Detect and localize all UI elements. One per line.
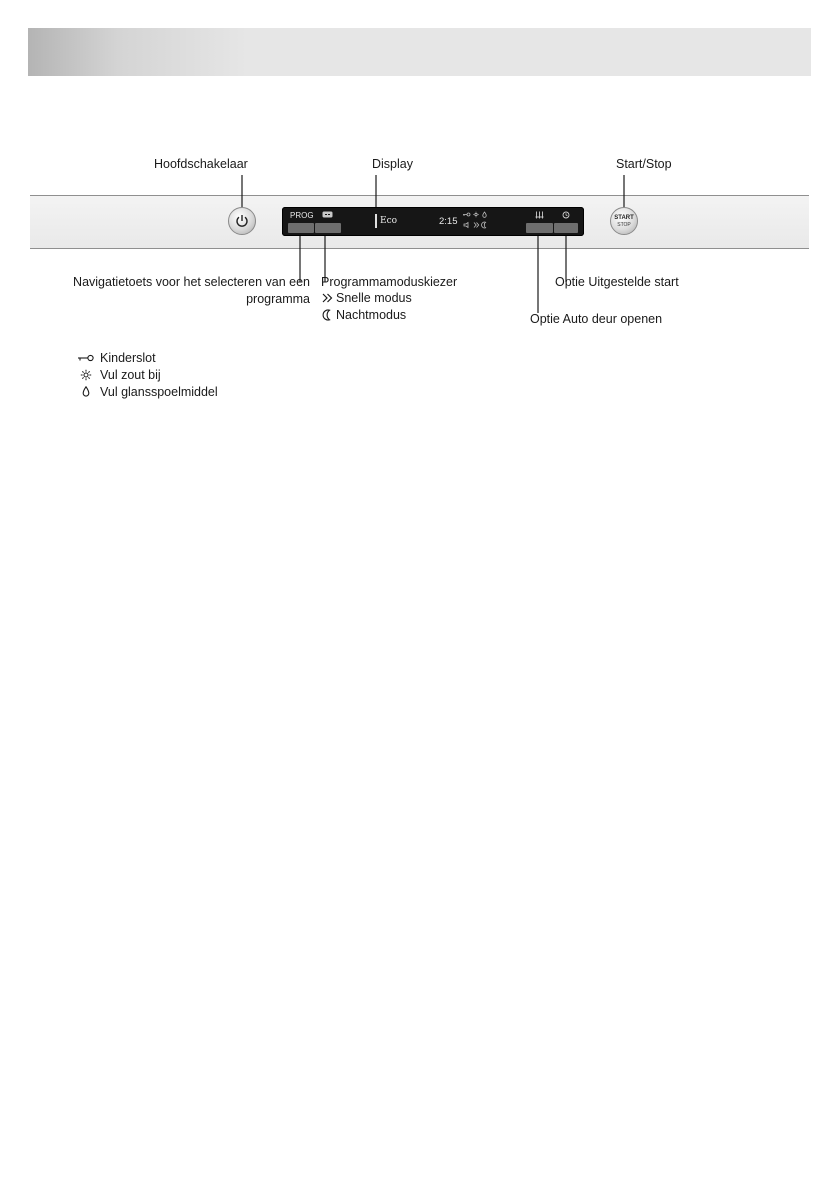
fast-mode-row (322, 290, 412, 307)
main-switch-button[interactable] (228, 207, 256, 235)
program-name: Eco (380, 216, 398, 226)
nav-key[interactable] (288, 223, 314, 233)
callout-auto-door: Optie Auto deur openen (530, 312, 663, 326)
night-mode-label: Nachtmodus (336, 308, 407, 322)
prog-label: PROG (290, 211, 314, 220)
display-panel (282, 207, 584, 236)
start-stop-button[interactable] (610, 207, 638, 235)
drop-icon (77, 386, 95, 398)
night-mode-icon (482, 222, 486, 228)
callout-mode-selector: Programmamoduskiezer (321, 275, 458, 289)
salt-icon (77, 369, 95, 381)
callout-main-switch: Hoofdschakelaar (154, 157, 248, 171)
clock-icon (562, 211, 570, 219)
mode-selector-key[interactable] (315, 223, 341, 233)
salt-icon (473, 212, 478, 217)
fast-mode-label: Snelle modus (336, 291, 412, 305)
legend-label: Vul zout bij (100, 368, 161, 382)
callout-display: Display (372, 157, 413, 171)
drop-icon (483, 212, 486, 217)
stop-label: STOP (617, 222, 631, 228)
key-icon (463, 213, 470, 216)
status-icons (462, 211, 492, 233)
callout-nav-key-line1: Navigatietoets voor het selecteren van een (73, 275, 310, 289)
callout-nav-key-line2: programma (246, 292, 310, 306)
callout-start-stop: Start/Stop (616, 157, 672, 171)
key-icon (77, 352, 95, 364)
fast-mode-icon (322, 292, 334, 304)
night-mode-icon (322, 309, 334, 321)
auto-door-key[interactable] (526, 223, 553, 233)
start-label: START (614, 215, 634, 221)
auto-door-icon (535, 211, 544, 219)
time-readout: 2:15 (439, 216, 458, 227)
callout-delayed-start: Optie Uitgestelde start (555, 275, 679, 289)
legend-label: Vul glansspoelmiddel (100, 385, 218, 399)
delayed-start-key[interactable] (554, 223, 578, 233)
eco-indicator-bar (375, 214, 377, 228)
legend-label: Kinderslot (100, 351, 156, 365)
power-icon (234, 213, 250, 229)
fast-mode-icon (474, 223, 479, 228)
mode-key-icon (322, 211, 333, 218)
night-mode-row (322, 307, 406, 324)
callout-nav-key (60, 274, 310, 308)
sound-icon (464, 223, 468, 228)
